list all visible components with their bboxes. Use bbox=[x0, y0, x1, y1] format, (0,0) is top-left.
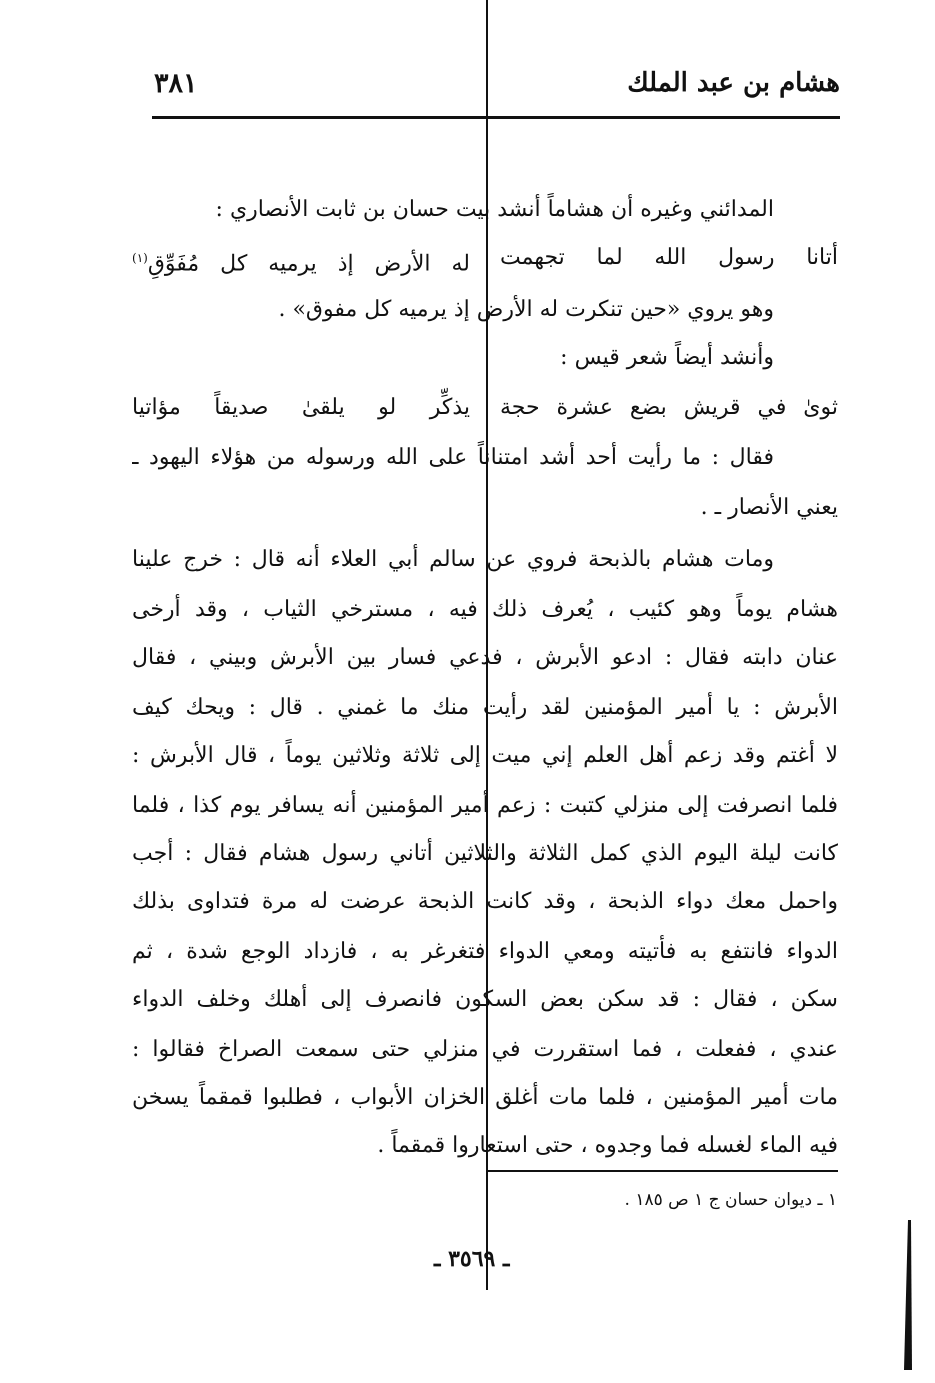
verse-hemistich: يذكِّر لو يلقىٰ صديقاً مؤاتيا bbox=[132, 395, 470, 420]
verse-line bbox=[132, 388, 838, 428]
text-line: الأبرش : يا أمير المؤمنين لقد رأيت منك ما غمني . قال : ويحك كيف bbox=[132, 695, 838, 720]
text-line: سكن ، فقال : قد سكن بعض السكون فانصرف إلى أهلك وخلف الدواء bbox=[132, 987, 838, 1012]
text-line: هشام يوماً وهو كئيب ، يُعرف ذلك فيه ، مسترخي الثياب ، وقد أرخى bbox=[132, 597, 838, 622]
text-line: كانت ليلة اليوم الذي كمل الثلاثة والثلاثين أتاني رسول هشام فقال : أجب bbox=[132, 841, 838, 866]
header-rule bbox=[152, 116, 840, 119]
page-number: ٣٨١ bbox=[154, 68, 198, 99]
text-line: الدواء فانتفع به فأتيته ومعي الدواء فتغرغر به ، فازداد الوجع شدة ، ثم bbox=[132, 939, 838, 964]
text-line: واحمل معك دواء الذبحة ، وقد كانت الذبحة عرضت له مرة فتداوى بذلك bbox=[132, 889, 838, 914]
text-line: فقال : ما رأيت أحد أشد امتناناً على الله ورسوله من هؤلاء اليهود ـ bbox=[132, 445, 774, 470]
text-line: ومات هشام بالذبحة فروي عن سالم أبي العلاء أنه قال : خرج علينا bbox=[132, 547, 774, 572]
text-line: لا أغتم وقد زعم أهل العلم إني ميت إلى ثلاثة وثلاثين يوماً ، قال الأبرش : bbox=[132, 743, 838, 768]
verse-hemistich-text: له الأرض إذ يرميه كل مُفَوِّقِ bbox=[147, 251, 470, 277]
verse-hemistich bbox=[132, 238, 470, 284]
text-line: المدائني وغيره أن هشاماً أنشد بيت حسان بن ثابت الأنصاري : bbox=[215, 197, 774, 222]
text-line: وأنشد أيضاً شعر قيس : bbox=[560, 345, 774, 370]
text-line: مات أمير المؤمنين ، فلما مات أغلق الخزان الأبواب ، فطلبوا قمقماً يسخن bbox=[132, 1085, 838, 1110]
footnote-rule bbox=[486, 1170, 838, 1172]
main-text bbox=[132, 190, 838, 1170]
verse-hemistich: ثوىٰ في قريش بضع عشرة حجة bbox=[500, 395, 838, 420]
verse-line bbox=[132, 238, 838, 278]
running-header bbox=[152, 68, 840, 112]
page-edge-shadow bbox=[902, 1220, 912, 1370]
text-line: فيه الماء لغسله فما وجدوه ، حتى استعاروا قمقماً . bbox=[377, 1133, 838, 1158]
folio-number: ـ ٣٥٦٩ ـ bbox=[434, 1246, 510, 1272]
chapter-title: هشام بن عبد الملك bbox=[627, 68, 840, 98]
verse-hemistich: أتانا رسول الله لما تجهمت bbox=[500, 245, 838, 270]
text-line: يعني الأنصار ـ . bbox=[700, 495, 838, 520]
text-line: فلما انصرفت إلى منزلي كتبت : زعم أمير المؤمنين أنه يسافر يوم كذا ، فلما bbox=[132, 793, 838, 818]
footnote: ١ ـ ديوان حسان ج ١ ص ١٨٥ . bbox=[624, 1190, 837, 1210]
footnote-marker: (١) bbox=[132, 251, 148, 265]
text-line: وهو يروي «حين تنكرت له الأرض إذ يرميه كل مفوق» . bbox=[278, 297, 774, 322]
text-line: عندي ، ففعلت ، فما استقررت في منزلي حتى سمعت الصراخ فقالوا : bbox=[132, 1037, 838, 1062]
text-line: عنان دابته فقال : ادعو الأبرش ، فدعي فسار بين الأبرش وبيني ، فقال bbox=[132, 645, 838, 670]
